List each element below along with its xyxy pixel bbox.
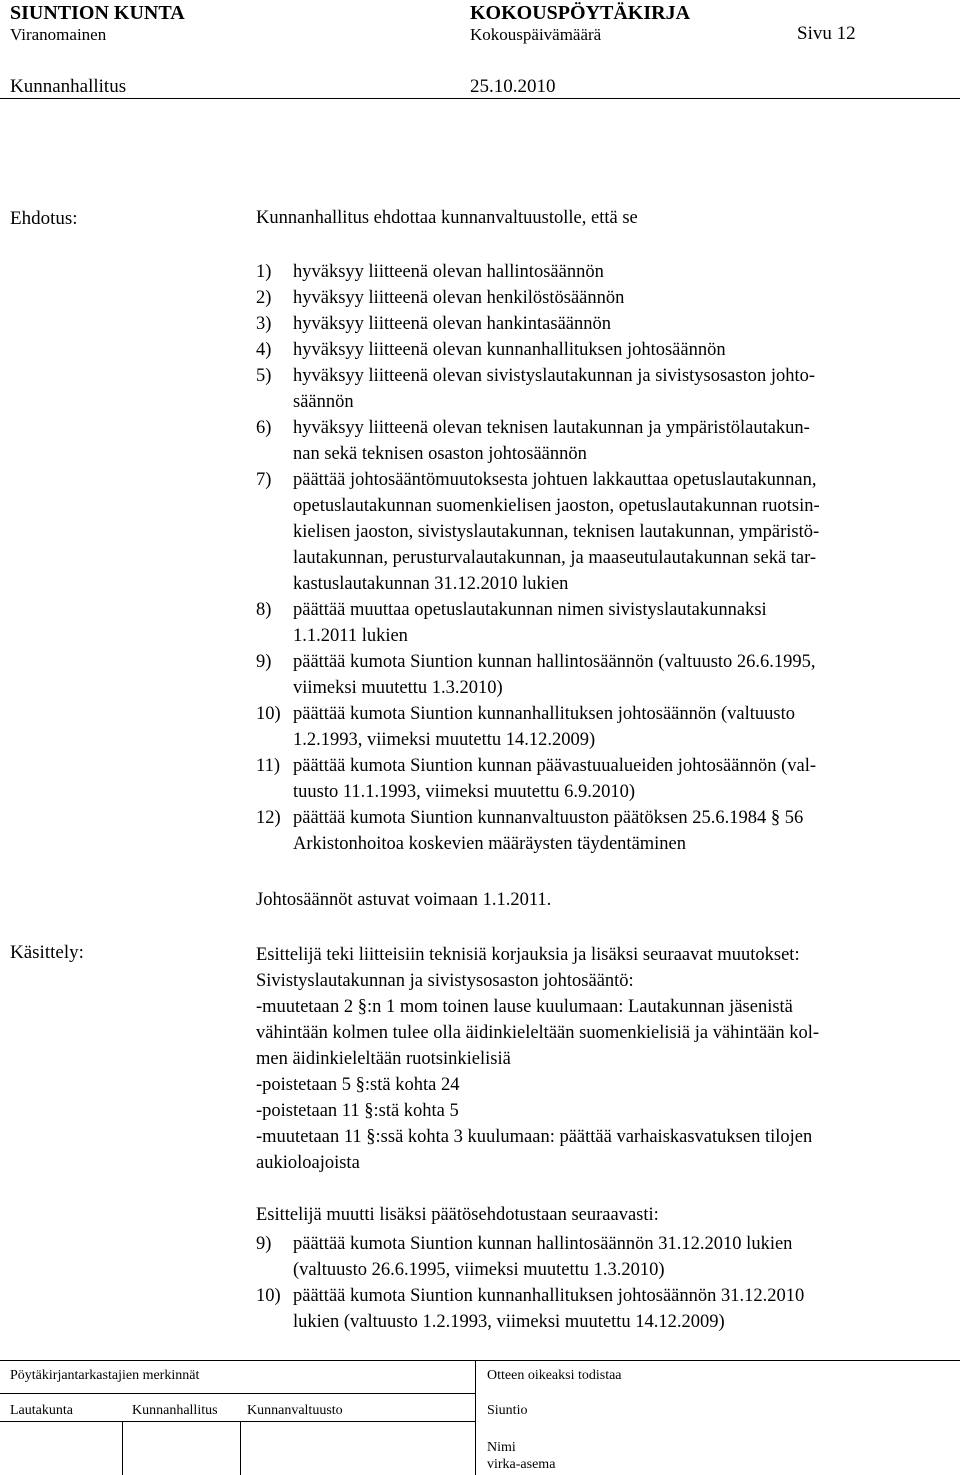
processing-line: vähintään kolmen tulee olla äidinkieleltään suomenkielisiä ja vähintään kol- xyxy=(256,1023,820,1043)
list-item-number: 6) xyxy=(256,418,272,438)
authority-name: Kunnanhallitus xyxy=(10,76,127,97)
list-item xyxy=(256,415,946,467)
list-item xyxy=(256,1283,946,1335)
amend-list xyxy=(256,1231,946,1335)
list-item-line: (valtuusto 26.6.1995, viimeksi muutettu 1.3.2010) xyxy=(293,1260,665,1280)
list-item-number: 8) xyxy=(256,600,272,620)
list-item-number: 2) xyxy=(256,288,272,308)
list-item-line: viimeksi muutettu 1.3.2010) xyxy=(293,678,503,698)
proposal-label: Ehdotus: xyxy=(10,208,78,229)
processing-line: -poistetaan 5 §:stä kohta 24 xyxy=(256,1075,460,1095)
certified-label: Otteen oikeaksi todistaa xyxy=(487,1368,622,1383)
list-item xyxy=(256,311,946,337)
list-item-line: hyväksyy liitteenä olevan kunnanhallituksen johtosäännön xyxy=(293,340,726,360)
footer-col-divider-2 xyxy=(240,1421,241,1475)
footer-col-kunnanhallitus: Kunnanhallitus xyxy=(132,1403,218,1418)
list-item-number: 9) xyxy=(256,652,272,672)
list-item xyxy=(256,259,946,285)
list-item-number: 12) xyxy=(256,808,281,828)
list-item-line: opetuslautakunnan suomenkielisen jaoston, opetuslautakunnan ruotsin- xyxy=(293,496,820,516)
page-number: Sivu 12 xyxy=(797,23,856,44)
footer-signature-line xyxy=(0,1421,475,1422)
list-item-line: lautakunnan, perusturvalautakunnan, ja maaseutulautakunnan sekä tar- xyxy=(293,548,817,568)
list-item-number: 1) xyxy=(256,262,272,282)
list-item-line: hyväksyy liitteenä olevan hankintasäännön xyxy=(293,314,612,334)
reviewers-label: Pöytäkirjantarkastajien merkinnät xyxy=(10,1368,200,1383)
processing-line: aukioloajoista xyxy=(256,1153,360,1173)
list-item-number: 11) xyxy=(256,756,280,776)
list-item-line: hyväksyy liitteenä olevan henkilöstösäännön xyxy=(293,288,625,308)
list-item xyxy=(256,337,946,363)
list-item xyxy=(256,701,946,753)
footer-title: virka-asema xyxy=(487,1457,556,1472)
processing-line: -poistetaan 11 §:stä kohta 5 xyxy=(256,1101,459,1121)
footer-col-divider-1 xyxy=(122,1421,123,1475)
list-item xyxy=(256,467,946,597)
list-item-line: hyväksyy liitteenä olevan sivistyslautakunnan ja sivistysosaston johto- xyxy=(293,366,816,386)
list-item-line: päättää muuttaa opetuslautakunnan nimen sivistyslautakunnaksi xyxy=(293,600,767,620)
list-item-line: hyväksyy liitteenä olevan teknisen lautakunnan ja ympäristölautakun- xyxy=(293,418,810,438)
footer-divider xyxy=(0,1360,960,1361)
list-item-line: hyväksyy liitteenä olevan hallintosäännön xyxy=(293,262,604,282)
list-item-line: päättää kumota Siuntion kunnanvaltuuston päätöksen 25.6.1984 § 56 xyxy=(293,808,804,828)
list-item xyxy=(256,649,946,701)
list-item-line: päättää johtosääntömuutoksesta johtuen lakkauttaa opetuslautakunnan, xyxy=(293,470,817,490)
list-item xyxy=(256,363,946,415)
list-item-line: 1.1.2011 lukien xyxy=(293,626,408,646)
list-item xyxy=(256,805,946,857)
proposal-list xyxy=(256,259,946,857)
footer-place: Siuntio xyxy=(487,1403,528,1418)
footer-name: Nimi xyxy=(487,1440,516,1455)
list-item xyxy=(256,597,946,649)
list-item xyxy=(256,753,946,805)
processing-line: Esittelijä teki liitteisiin teknisiä korjauksia ja lisäksi seuraavat muutokset: xyxy=(256,945,800,965)
meeting-date: 25.10.2010 xyxy=(470,76,556,97)
list-item-number: 9) xyxy=(256,1234,272,1254)
proposal-intro: Kunnanhallitus ehdottaa kunnanvaltuustolle, että se xyxy=(256,208,638,228)
processing-line: -muutetaan 2 §:n 1 mom toinen lause kuulumaan: Lautakunnan jäsenistä xyxy=(256,997,793,1017)
list-item-line: päättää kumota Siuntion kunnanhallituksen johtosäännön 31.12.2010 xyxy=(293,1286,805,1306)
doc-type: KOKOUSPÖYTÄKIRJA xyxy=(470,2,691,24)
list-item-line: säännön xyxy=(293,392,354,412)
list-item-number: 3) xyxy=(256,314,272,334)
processing-label: Käsittely: xyxy=(10,942,84,963)
list-item-number: 10) xyxy=(256,1286,281,1306)
list-item-number: 4) xyxy=(256,340,272,360)
footer-subdivider xyxy=(0,1393,475,1394)
list-item-number: 5) xyxy=(256,366,272,386)
processing-line: men äidinkieleltään ruotsinkielisiä xyxy=(256,1049,511,1069)
date-label: Kokouspäivämäärä xyxy=(470,25,602,44)
list-item-line: Arkistonhoitoa koskevien määräysten täydentäminen xyxy=(293,834,687,854)
list-item xyxy=(256,1231,946,1283)
authority-label: Viranomainen xyxy=(10,25,107,44)
list-item-line: tuusto 11.1.1993, viimeksi muutettu 6.9.2010) xyxy=(293,782,636,802)
processing-text xyxy=(256,942,946,1176)
org-name: SIUNTION KUNTA xyxy=(10,2,185,24)
proposal-note: Johtosäännöt astuvat voimaan 1.1.2011. xyxy=(256,890,552,910)
list-item-line: päättää kumota Siuntion kunnanhallituksen johtosäännön (valtuusto xyxy=(293,704,795,724)
amend-intro: Esittelijä muutti lisäksi päätösehdotustaan seuraavasti: xyxy=(256,1205,659,1225)
list-item-line: kastuslautakunnan 31.12.2010 lukien xyxy=(293,574,569,594)
list-item-number: 7) xyxy=(256,470,272,490)
processing-line: -muutetaan 11 §:ssä kohta 3 kuulumaan: päättää varhaiskasvatuksen tilojen xyxy=(256,1127,813,1147)
header-divider xyxy=(0,98,960,99)
list-item-number: 10) xyxy=(256,704,281,724)
list-item-line: nan sekä teknisen osaston johtosäännön xyxy=(293,444,587,464)
list-item-line: 1.2.1993, viimeksi muutettu 14.12.2009) xyxy=(293,730,596,750)
list-item-line: päättää kumota Siuntion kunnan hallintosäännön (valtuusto 26.6.1995, xyxy=(293,652,816,672)
list-item-line: päättää kumota Siuntion kunnan hallintosäännön 31.12.2010 lukien xyxy=(293,1234,793,1254)
footer-col-lautakunta: Lautakunta xyxy=(10,1403,73,1418)
list-item-line: lukien (valtuusto 1.2.1993, viimeksi muutettu 14.12.2009) xyxy=(293,1312,725,1332)
list-item-line: päättää kumota Siuntion kunnan päävastuualueiden johtosäännön (val- xyxy=(293,756,816,776)
list-item xyxy=(256,285,946,311)
processing-line: Sivistyslautakunnan ja sivistysosaston johtosääntö: xyxy=(256,971,634,991)
list-item-line: kielisen jaoston, sivistyslautakunnan, teknisen lautakunnan, ympäristö- xyxy=(293,522,820,542)
footer-vertical-divider xyxy=(475,1360,476,1475)
footer-col-kunnanvaltuusto: Kunnanvaltuusto xyxy=(247,1403,343,1418)
